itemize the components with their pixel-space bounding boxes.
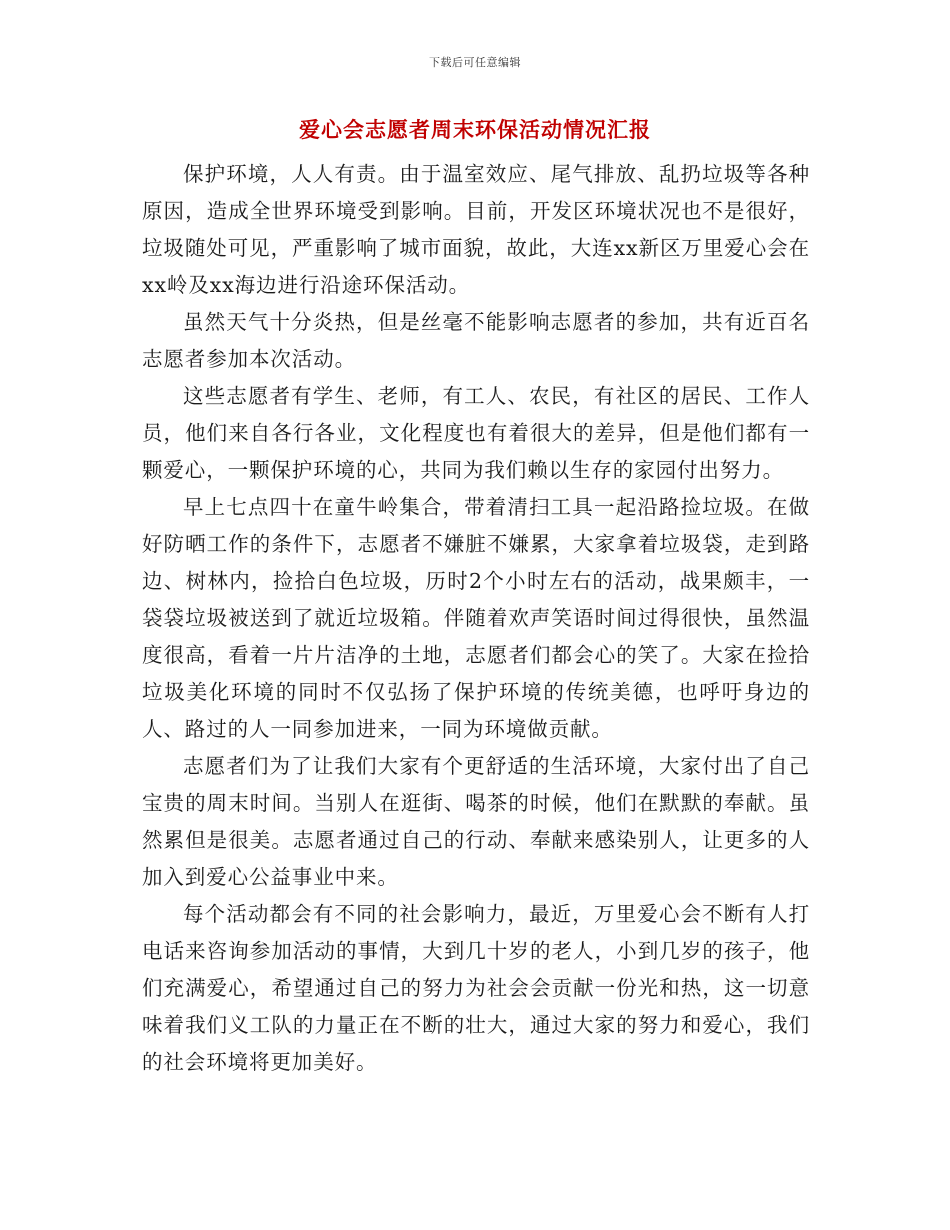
header-note: 下载后可任意编辑 [429, 56, 521, 69]
document-body [142, 156, 810, 1081]
paragraph: 虽然天气十分炎热，但是丝毫不能影响志愿者的参加，共有近百名志愿者参加本次活动。 [142, 310, 810, 371]
paragraph: 保护环境，人人有责。由于温室效应、尾气排放、乱扔垃圾等各种原因，造成全世界环境受到影响。目前，开发区环境状况也不是很好，垃圾随处可见，严重影响了城市面貌，故此，大连xx新区万里爱心会在xx岭及xx海边进行沿途环保活动。 [142, 162, 810, 297]
document-title: 爱心会志愿者周末环保活动情况汇报 [299, 118, 651, 142]
paragraph: 每个活动都会有不同的社会影响力，最近，万里爱心会不断有人打电话来咨询参加活动的事情，大到几十岁的老人，小到几岁的孩子，他们充满爱心，希望通过自己的努力为社会会贡献一份光和热，这一切意味着我们义工队的力量正在不断的壮大，通过大家的努力和爱心，我们的社会环境将更加美好。 [142, 902, 810, 1074]
paragraph: 早上七点四十在童牛岭集合，带着清扫工具一起沿路捡垃圾。在做好防晒工作的条件下，志愿者不嫌脏不嫌累，大家拿着垃圾袋，走到路边、树林内，捡拾白色垃圾，历时2个小时左右的活动，战果颇丰，一袋袋垃圾被送到了就近垃圾箱。伴随着欢声笑语时间过得很快，虽然温度很高，看着一片片洁净的土地，志愿者们都会心的笑了。大家在捡拾垃圾美化环境的同时不仅弘扬了保护环境的传统美德，也呼吁身边的人、路过的人一同参加进来，一同为环境做贡献。 [142, 495, 810, 741]
paragraph: 这些志愿者有学生、老师，有工人、农民，有社区的居民、工作人员，他们来自各行各业，文化程度也有着很大的差异，但是他们都有一颗爱心，一颗保护环境的心，共同为我们赖以生存的家园付出努力。 [142, 384, 810, 482]
paragraph: 志愿者们为了让我们大家有个更舒适的生活环境，大家付出了自己宝贵的周末时间。当别人在逛街、喝茶的时候，他们在默默的奉献。虽然累但是很美。志愿者通过自己的行动、奉献来感染别人，让更多的人加入到爱心公益事业中来。 [142, 754, 810, 889]
